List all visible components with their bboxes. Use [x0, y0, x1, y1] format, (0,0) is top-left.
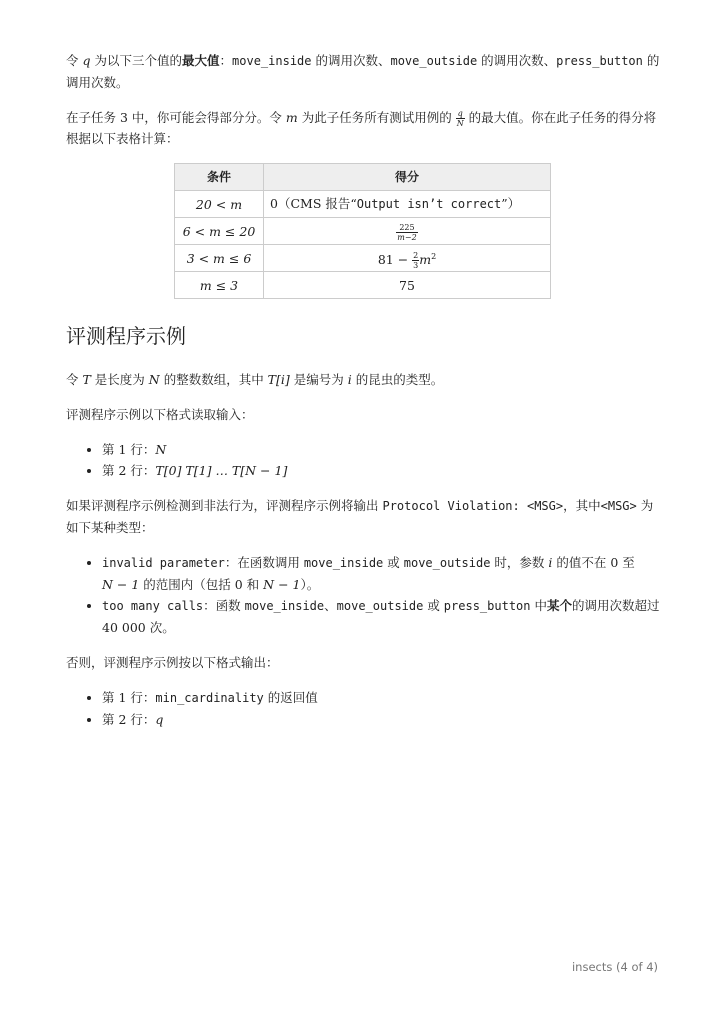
section-paragraph-4: 否则，评测程序示例按以下格式输出：: [66, 655, 279, 670]
list-item: • 第 1 行：N: [102, 439, 660, 460]
document-page: [66, 50, 660, 744]
intro-paragraph-2: 在子任务 3 中，你可能会得部分分。令 m 为此子任务所有测试用例的 $\frac{q}{N}$ 的最大值。你在此子任务的得分将根据以下表格计算：: [66, 109, 657, 146]
section-paragraph-3: 如果评测程序示例检测到非法行为，评测程序示例将输出 Protocol Violation: <MSG>，其中<MSG> 为如下某种类型：: [66, 498, 654, 535]
table-cell-score: 81 − $\frac{2}{3}$ $m^2$: [264, 245, 551, 272]
table-row: [175, 272, 551, 299]
score-table: [174, 163, 551, 299]
table-row: [175, 245, 551, 272]
intro-paragraph-1: 令 q 为以下三个值的最大值：move_inside 的调用次数、move_outside 的调用次数、press_button 的调用次数。: [66, 53, 660, 90]
list-item: • invalid parameter：在函数调用 move_inside 或 move_outside 时，参数 i 的值不在 0 至 N − 1 的范围内（包括 0 和 N − 1）。: [102, 552, 660, 595]
list-item: • 第 2 行：q: [102, 709, 660, 730]
code-move-inside: move_inside: [232, 54, 312, 68]
table-cell-score: 75: [264, 272, 551, 299]
table-cell-condition: m ≤ 3: [175, 272, 264, 299]
section-paragraph-2: 评测程序示例以下格式读取输入：: [66, 407, 254, 422]
list-item: • 第 1 行：min_cardinality 的返回值: [102, 687, 660, 709]
section-title: 评测程序示例: [66, 324, 186, 348]
table-cell-condition: 6 < m ≤ 20: [175, 218, 264, 245]
table-cell-condition: 3 < m ≤ 6: [175, 245, 264, 272]
table-cell-score: 0（CMS 报告“Output isn’t correct”）: [264, 191, 551, 218]
list-item: • 第 2 行：T[0] T[1] … T[N − 1]: [102, 460, 660, 481]
bold-max: 最大值: [181, 53, 220, 68]
fraction-q-over-n: $\frac{q}{N}$: [456, 109, 464, 128]
list-item: • too many calls：函数 move_inside、move_outside 或 press_button 中某个的调用次数超过 40 000 次。: [102, 595, 660, 638]
table-cell-score: $\frac{225}{m-2}$: [264, 218, 551, 245]
output-format-list: [66, 687, 660, 730]
table-header-condition: 条件: [175, 164, 264, 191]
code-protocol-violation: Protocol Violation: <MSG>: [382, 499, 564, 513]
error-type-list: [66, 552, 660, 638]
table-row: [175, 218, 551, 245]
page-footer: insects (4 of 4): [571, 960, 658, 974]
code-msg: <MSG>: [600, 499, 637, 513]
table-header-score: 得分: [264, 164, 551, 191]
code-press-button: press_button: [556, 54, 643, 68]
input-format-list: [66, 439, 660, 481]
table-row: [175, 191, 551, 218]
section-paragraph-1: 令 T 是长度为 N 的整数数组，其中 T[i] 是编号为 i 的昆虫的类型。: [66, 372, 444, 387]
code-move-outside: move_outside: [390, 54, 478, 68]
table-cell-condition: 20 < m: [175, 191, 264, 218]
